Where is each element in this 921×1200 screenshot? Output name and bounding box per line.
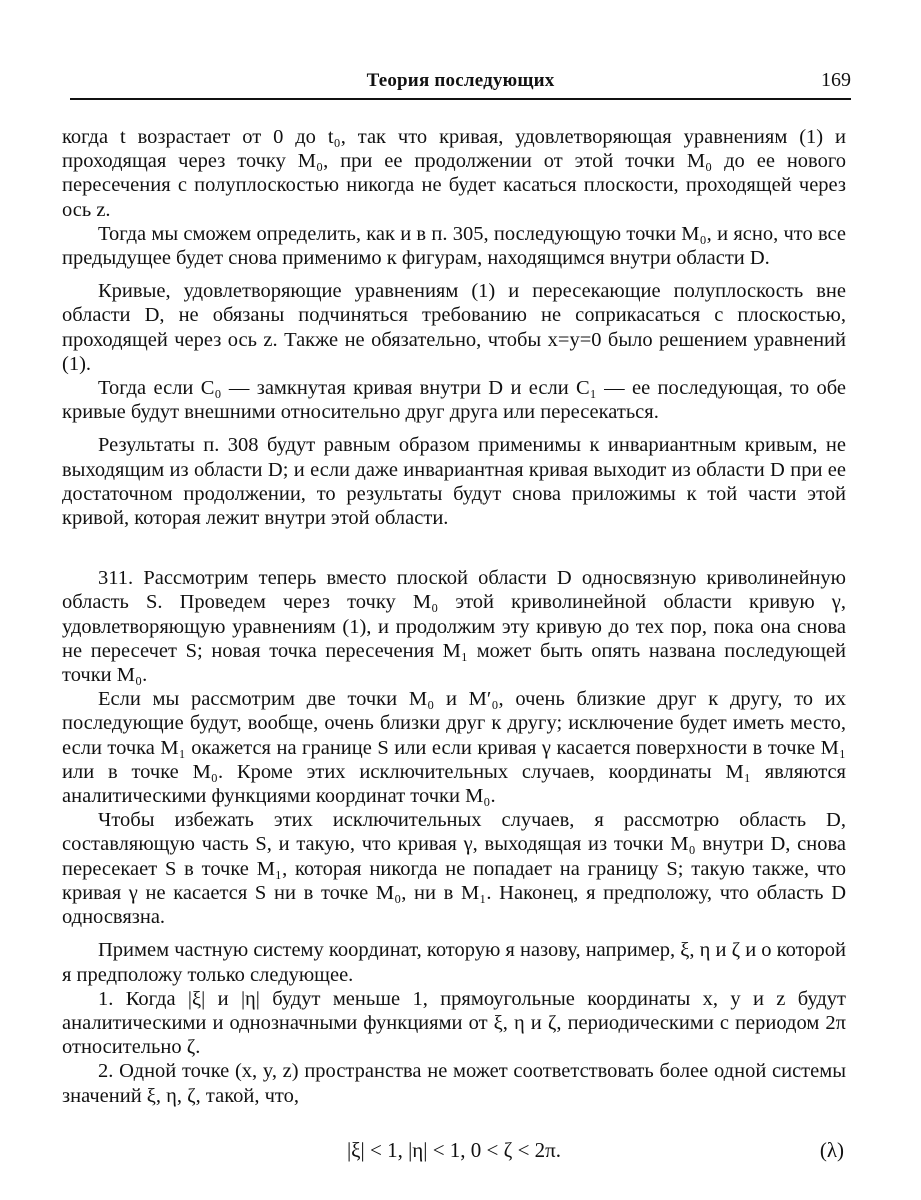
paragraph: Кривые, удовлетворяющие уравнениям (1) и пересекающие полуплоскость вне области D, не обязаны подчиняться требованию не соприкасаться с плоскостью, проходящей через ось z. Также не обязательно, чтобы x=y=0 было решением уравнений (1). [62, 280, 846, 375]
running-title: Теория последующих [366, 70, 555, 91]
paragraph: Примем частную систему координат, которую я назову, например, ξ, η и ζ и о которой я предположу только следующее. [62, 939, 846, 986]
equation-formula: |ξ| < 1, |η| < 1, 0 < ζ < 2π. [346, 1138, 562, 1162]
section-paragraph: 311. Рассмотрим теперь вместо плоской области D односвязную криволинейную область S. Проведем через точку M₀ этой криволинейной области кривую γ, удовлетворяющую уравнениям (1), и продолжим эту кривую до тех пор, пока она снова не пересечет S; новая точка пересечения M₁ может быть опять названа последующей точки M₀. [62, 567, 846, 687]
paragraph: Если мы рассмотрим две точки M₀ и M′₀, очень близкие друг к другу, то их последующие будут, вообще, очень близки друг к другу; исключение будет иметь место, если точка M₁ окажется на границе S или если кривая γ касается поверхности в точке M₁ или в точке M₀. Кроме этих исключительных случаев, координаты M₁ являются аналитическими функциями координат точки M₀. [62, 688, 846, 808]
paragraph: когда t возрастает от 0 до t₀, так что кривая, удовлетворяющая уравнениям (1) и проходящая через точку M₀, при ее продолжении от этой точки M₀ до ее нового пересечения с полуплоскостью никогда не будет касаться плоскости, проходящей через ось z. [62, 126, 846, 221]
main-text [62, 125, 846, 1108]
paragraph: 2. Одной точке (x, y, z) пространства не может соответствовать более одной системы значений ξ, η, ζ, такой, что, [62, 1060, 846, 1107]
paragraph: Чтобы избежать этих исключительных случаев, я рассмотрю область D, составляющую часть S, и такую, что кривая γ, выходящая из точки M₀ внутри D, снова пересекает S в точке M₁, которая никогда не попадает на границу S; такую также, что кривая γ не касается S ни в точке M₀, ни в M₁. Наконец, я предположу, что область D односвязна. [62, 809, 846, 929]
paragraph: Тогда если C₀ — замкнутая кривая внутри D и если C₁ — ее последующая, то обе кривые будут внешними относительно друг друга или пересекаться. [62, 377, 846, 424]
page-number: 169 [821, 69, 851, 91]
page-header [70, 66, 851, 100]
paragraph: 1. Когда |ξ| и |η| будут меньше 1, прямоугольные координаты x, y и z будут аналитическими и однозначными функциями от ξ, η и ζ, периодическими с периодом 2π относительно ζ. [62, 987, 846, 1059]
display-equation [62, 1138, 846, 1168]
paragraph: Тогда мы сможем определить, как и в п. 305, последующую точки M₀, и ясно, что все предыдущее будет снова применимо к фигурам, находящимся внутри области D. [62, 222, 846, 270]
paragraph: Результаты п. 308 будут равным образом применимы к инвариантным кривым, не выходящим из области D; и если даже инвариантная кривая выходит из области D при ее достаточном продолжении, то результаты будут снова приложимы к той части этой кривой, которая лежит внутри этой области. [62, 434, 846, 530]
equation-label: (λ) [819, 1138, 844, 1162]
